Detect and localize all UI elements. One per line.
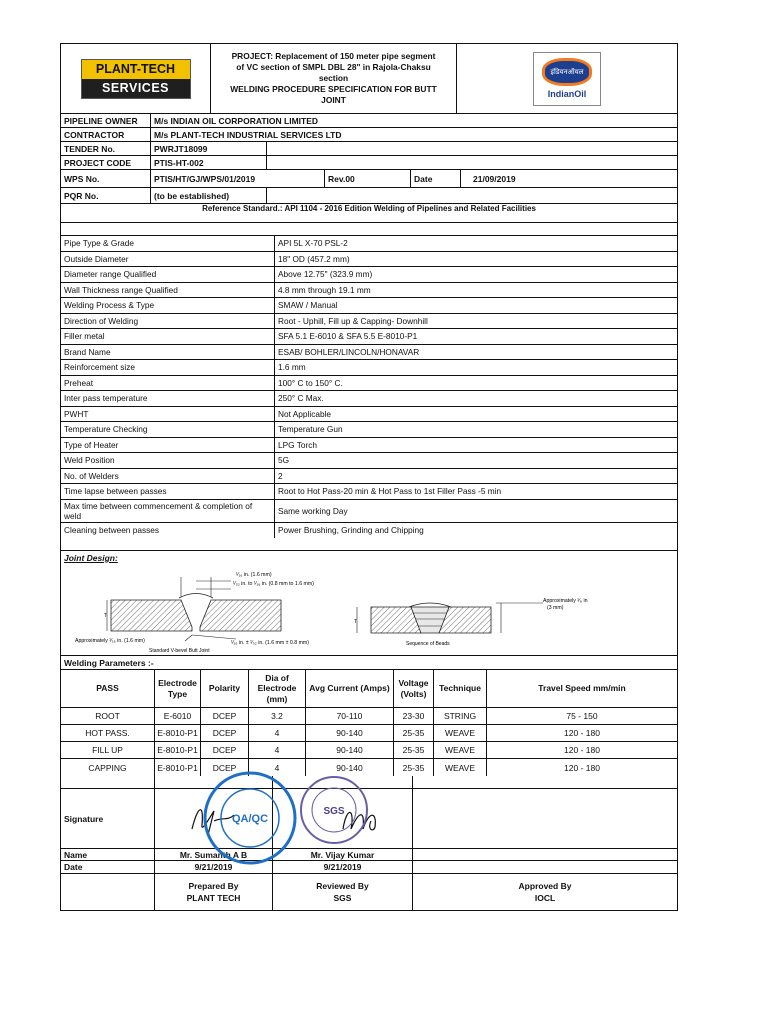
property-row	[61, 407, 677, 423]
contractor-row	[61, 128, 677, 142]
plant-tech-logo-cell	[61, 44, 211, 113]
property-row	[61, 422, 677, 438]
property-value: Not Applicable	[278, 408, 332, 419]
header-electrode-type: Electrode Type	[155, 670, 201, 707]
cell-polarity: DCEP	[201, 708, 249, 724]
spacer-cell	[61, 776, 155, 788]
spacer-cell	[155, 776, 273, 788]
bead-sequence-diagram	[357, 603, 543, 633]
cell-travel-speed: 120 - 180	[564, 762, 600, 773]
note-bottom: ¹⁄₁₆ in. ± ¹⁄₃₂ in. (1.6 mm ± 0.8 mm)	[231, 640, 309, 646]
rev-value: Rev.00	[325, 170, 411, 187]
property-value: Power Brushing, Grinding and Chipping	[278, 525, 424, 536]
property-row	[61, 484, 677, 500]
spacer-row	[61, 223, 677, 236]
property-label: Wall Thickness range Qualified	[61, 283, 275, 298]
indianoil-logo	[533, 52, 601, 106]
cell-dia: 4	[249, 725, 306, 741]
cell-current: 90-140	[306, 759, 394, 776]
prepared-signature	[155, 789, 273, 848]
parameter-row	[61, 759, 677, 776]
sign-date-row	[61, 861, 677, 874]
pqr-value: (to be established)	[151, 188, 267, 203]
prepared-by	[155, 874, 273, 910]
cell-polarity: DCEP	[201, 759, 249, 776]
approved-date	[413, 861, 677, 873]
project-line-1: PROJECT: Replacement of 150 meter pipe segment	[231, 51, 436, 61]
note-left: Approximately ¹⁄₁₆ in. (1.6 mm)	[75, 638, 145, 644]
property-value: Temperature Gun	[278, 424, 343, 435]
signoff-footer	[61, 874, 677, 910]
cell-electrode-type: E-8010-P1	[155, 759, 201, 776]
project-line-3: section	[318, 73, 349, 83]
approved-signature	[413, 789, 677, 848]
property-label: Temperature Checking	[61, 422, 275, 437]
cell-technique: WEAVE	[434, 742, 487, 758]
date-value: 21/09/2019	[473, 173, 516, 184]
approved-by	[413, 874, 677, 910]
wps-value: PTIS/HT/GJ/WPS/01/2019	[151, 170, 325, 187]
cell-dia: 4	[249, 742, 306, 758]
wps-document	[60, 43, 678, 911]
tender-value: PWRJT18099	[151, 142, 267, 155]
welding-parameters-header	[61, 670, 677, 708]
note-top-1: ¹⁄₁₆ in. (1.6 mm)	[236, 572, 272, 578]
property-value: ESAB/ BOHLER/LINCOLN/HONAVAR	[278, 346, 420, 357]
property-value: 2	[278, 470, 283, 481]
joint-design-section	[61, 551, 677, 656]
property-value: API 5L X-70 PSL-2	[278, 238, 348, 249]
cell-travel-speed: 120 - 180	[564, 728, 600, 738]
property-label: Inter pass temperature	[61, 391, 275, 406]
prepared-by-org: PLANT TECH	[186, 893, 241, 903]
property-row	[61, 500, 677, 523]
cell-pass: HOT PASS.	[61, 725, 155, 741]
property-value: 5G	[278, 455, 290, 466]
cell-electrode-type: E-6010	[155, 708, 201, 724]
header-voltage: Voltage (Volts)	[394, 670, 434, 707]
property-label: Max time between commencement & completion of weld	[61, 500, 275, 522]
signature-image	[303, 799, 383, 839]
property-row	[61, 314, 677, 330]
cell-travel-speed: 120 - 180	[564, 745, 600, 755]
property-row	[61, 469, 677, 485]
signature-label: Signature	[61, 789, 155, 848]
stamp-center-text: SGS	[323, 806, 345, 817]
property-label: Welding Process & Type	[61, 298, 275, 313]
header-current: Avg Current (Amps)	[306, 670, 394, 707]
welding-parameters-body	[61, 708, 677, 776]
cell-dia: 3.2	[249, 708, 306, 724]
welding-parameters-title: Welding Parameters :-	[64, 657, 154, 668]
pipeline-owner-row	[61, 114, 677, 128]
cell-current: 70-110	[306, 708, 394, 724]
property-value: 4.8 mm through 19.1 mm	[278, 284, 371, 295]
joint-design-drawings	[61, 551, 676, 656]
spec-line-2: JOINT	[321, 95, 346, 105]
tender-label: TENDER No.	[61, 142, 151, 155]
property-row	[61, 345, 677, 361]
property-value: Root to Hot Pass-20 min & Hot Pass to 1st Filler Pass -5 min	[278, 486, 502, 497]
reference-standard-text: Reference Standard.: API 1104 - 2016 Edition Welding of Pipelines and Related Facilities	[202, 204, 536, 213]
cell-pass: CAPPING	[61, 759, 155, 776]
header-dia: Dia of Electrode (mm)	[249, 670, 306, 707]
cell-current: 90-140	[306, 742, 394, 758]
property-value: 18" OD (457.2 mm)	[278, 253, 350, 264]
spacer-cell	[273, 776, 413, 788]
parameter-row	[61, 708, 677, 725]
property-label: Brand Name	[61, 345, 275, 360]
signature-image	[184, 799, 244, 839]
property-value: LPG Torch	[278, 439, 318, 450]
property-value: Same working Day	[278, 505, 348, 516]
cell-electrode-type: E-8010-P1	[155, 725, 201, 741]
property-value: 100° C to 150° C.	[278, 377, 343, 388]
note-right-1: Approximately ¹⁄₈ in	[543, 598, 588, 604]
spec-line-1: WELDING PROCEDURE SPECIFICATION FOR BUTT	[230, 84, 437, 94]
property-row	[61, 267, 677, 283]
property-label: Reinforcement size	[61, 360, 275, 375]
date-label: Date	[411, 170, 461, 187]
property-row	[61, 236, 677, 252]
cell-pass: FILL UP	[61, 742, 155, 758]
property-row	[61, 376, 677, 392]
prepared-name: Mr. Sumanth A B	[155, 849, 273, 860]
reviewed-by-label: Reviewed By	[316, 881, 369, 891]
property-label: Filler metal	[61, 329, 275, 344]
spacer-row	[61, 776, 677, 789]
note-right-2: (3 mm)	[547, 605, 564, 611]
approved-by-org: IOCL	[534, 893, 556, 903]
property-label: Cleaning between passes	[61, 523, 275, 539]
property-label: Preheat	[61, 376, 275, 391]
logo-top-text: PLANT-TECH	[82, 60, 190, 79]
sign-date-label: Date	[61, 861, 155, 873]
property-label: Pipe Type & Grade	[61, 236, 275, 251]
cell-voltage: 25-35	[394, 725, 434, 741]
cell-electrode-type: E-8010-P1	[155, 742, 201, 758]
approved-name	[413, 849, 677, 860]
spacer-row	[61, 538, 677, 551]
property-label: Diameter range Qualified	[61, 267, 275, 282]
property-row	[61, 360, 677, 376]
cell-travel-speed: 75 - 150	[566, 711, 598, 721]
project-line-2: of VC section of SMPL DBL 28" in Rajola-Chaksu	[236, 62, 431, 72]
pqr-blank	[267, 188, 677, 203]
property-label: Weld Position	[61, 453, 275, 468]
cell-technique: WEAVE	[434, 725, 487, 741]
property-row	[61, 283, 677, 299]
pipeline-owner-label: PIPELINE OWNER	[61, 114, 151, 127]
stamp-center-text: QA/QC	[231, 813, 269, 825]
plant-tech-logo	[81, 59, 191, 99]
project-code-label: PROJECT CODE	[61, 156, 151, 169]
project-code-value: PTIS-HT-002	[151, 156, 267, 169]
cell-voltage: 25-35	[394, 759, 434, 776]
property-row	[61, 453, 677, 469]
header-technique: Technique	[434, 670, 487, 707]
property-label: Time lapse between passes	[61, 484, 275, 499]
parameter-row	[61, 725, 677, 742]
logo-bottom-text: SERVICES	[82, 79, 190, 98]
cell-voltage: 23-30	[394, 708, 434, 724]
property-label: Type of Heater	[61, 438, 275, 453]
pqr-row	[61, 188, 677, 204]
caption-left: Standard V-bevel Butt Joint	[149, 648, 210, 654]
wps-row	[61, 170, 677, 188]
t-label-right: T	[354, 619, 358, 625]
wps-label: WPS No.	[61, 170, 151, 187]
reviewed-signature	[273, 789, 413, 848]
property-value: SFA 5.1 E-6010 & SFA 5.5 E-8010-P1	[278, 331, 418, 342]
property-value: Above 12.75" (323.9 mm)	[278, 269, 373, 280]
header-polarity: Polarity	[201, 670, 249, 707]
property-value: Root - Uphill, Fill up & Capping- Downhill	[278, 315, 428, 326]
project-code-blank	[267, 156, 677, 169]
pqr-label: PQR No.	[61, 188, 151, 203]
t-label-left: T	[104, 613, 108, 619]
indianoil-wordmark: IndianOil	[547, 89, 587, 99]
reviewed-name: Mr. Vijay Kumar	[273, 849, 413, 860]
name-row	[61, 849, 677, 861]
cell-voltage: 25-35	[394, 742, 434, 758]
cell-technique: STRING	[434, 708, 487, 724]
property-row	[61, 329, 677, 345]
cell-current: 90-140	[306, 725, 394, 741]
cell-pass: ROOT	[61, 708, 155, 724]
property-label: Outside Diameter	[61, 252, 275, 267]
welding-parameters-title-row	[61, 656, 677, 670]
spacer-cell	[413, 776, 677, 788]
tender-row	[61, 142, 677, 156]
reviewed-by	[273, 874, 413, 910]
cell-polarity: DCEP	[201, 742, 249, 758]
indianoil-logo-cell	[457, 44, 677, 113]
name-label: Name	[61, 849, 155, 860]
contractor-value: M/s PLANT-TECH INDUSTRIAL SERVICES LTD	[154, 129, 342, 140]
document-header	[61, 44, 677, 114]
signature-row	[61, 789, 677, 849]
tender-blank	[267, 142, 677, 155]
property-label: PWHT	[61, 407, 275, 422]
property-value: 250° C Max.	[278, 393, 324, 404]
property-row	[61, 438, 677, 454]
property-value: 1.6 mm	[278, 362, 306, 373]
joint-design-title: Joint Design:	[64, 553, 118, 563]
property-value: SMAW / Manual	[278, 300, 338, 311]
cell-dia: 4	[249, 759, 306, 776]
note-top-2: ¹⁄₃₂ in. to ¹⁄₁₆ in. (0.8 mm to 1.6 mm)	[233, 581, 314, 587]
property-row	[61, 298, 677, 314]
pipeline-owner-value: M/s INDIAN OIL CORPORATION LIMITED	[154, 115, 319, 126]
header-travel-speed: Travel Speed mm/min	[538, 683, 626, 694]
reference-standard	[61, 204, 677, 223]
prepared-by-label: Prepared By	[188, 881, 239, 891]
project-code-row	[61, 156, 677, 170]
property-label: Direction of Welding	[61, 314, 275, 329]
property-row	[61, 391, 677, 407]
indianoil-emblem: इंडियनऑयल	[542, 58, 592, 86]
prepared-date: 9/21/2019	[155, 861, 273, 873]
property-row	[61, 523, 677, 539]
contractor-label: CONTRACTOR	[61, 128, 151, 141]
property-row	[61, 252, 677, 268]
parameter-row	[61, 742, 677, 759]
caption-right: Sequence of Beads	[406, 641, 450, 647]
cell-technique: WEAVE	[434, 759, 487, 776]
properties-table	[61, 236, 677, 538]
property-label: No. of Welders	[61, 469, 275, 484]
reviewed-by-org: SGS	[333, 893, 352, 903]
approved-by-label: Approved By	[518, 881, 572, 891]
footer-blank	[61, 874, 155, 910]
cell-polarity: DCEP	[201, 725, 249, 741]
header-pass: PASS	[61, 670, 155, 707]
reviewed-date: 9/21/2019	[273, 861, 413, 873]
project-title	[211, 44, 457, 113]
